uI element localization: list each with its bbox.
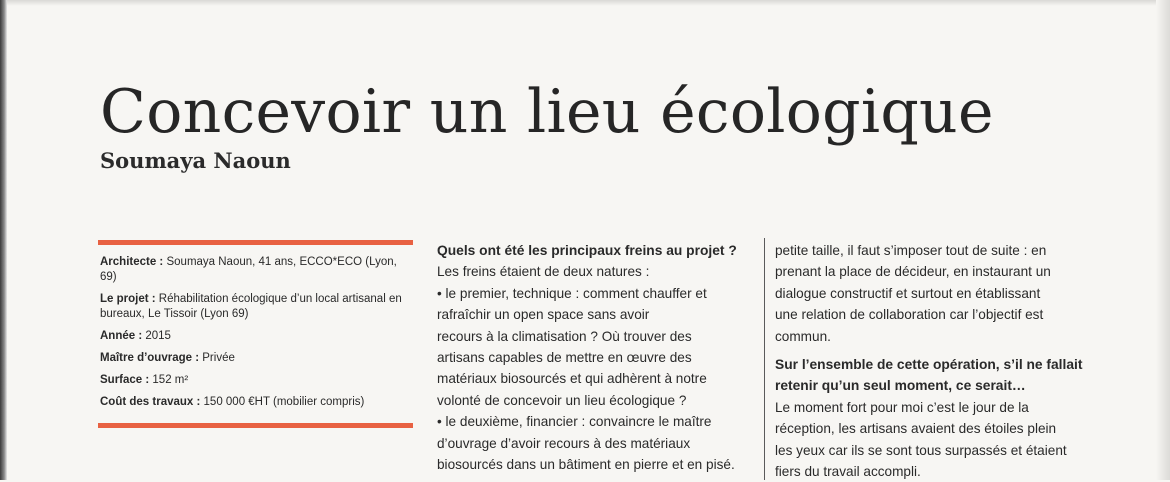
text-column-3	[775, 240, 1083, 482]
fact-value: 152 m²	[149, 374, 189, 386]
paragraph-line: recours à la climatisation ? Où trouver des	[437, 328, 692, 344]
article-author: Soumaya Naoun	[100, 148, 291, 173]
paragraph-line: • le deuxième, financier : convaincre le maître	[437, 414, 712, 430]
fact-box-bottom-bar	[98, 423, 413, 428]
paragraph-line: réception, les artisans avaient des étoiles plein	[775, 421, 1057, 437]
interview-question: Sur l’ensemble de cette opération, s’il ne fallait	[775, 357, 1083, 373]
fact-architect	[100, 255, 411, 285]
paragraph-line: artisans capables de mettre en œuvre des	[437, 350, 692, 366]
paragraph-line: une relation de collaboration car l’objectif est	[775, 307, 1044, 323]
fact-year	[100, 329, 411, 344]
paragraph-line: Le moment fort pour moi c’est le jour de la	[775, 399, 1029, 415]
page-right-edge	[1156, 0, 1170, 480]
paragraph-gap	[775, 347, 1075, 354]
fact-cost	[100, 395, 411, 410]
fact-value: Réhabilitation écologique d’un local artisanal en bureaux, Le Tissoir (Lyon 69)	[100, 293, 402, 320]
fact-surface	[100, 373, 411, 388]
paragraph-line: matériaux biosourcés et qui adhèrent à notre	[437, 371, 707, 387]
fact-value: Privée	[199, 352, 235, 364]
fact-value: Soumaya Naoun, 41 ans, ECCO*ECO (Lyon, 69)	[100, 256, 397, 283]
fact-label: Coût des travaux :	[100, 396, 201, 408]
paragraph-line: prenant la place de décideur, en instaurant un	[775, 264, 1051, 280]
fact-list	[98, 245, 413, 423]
text-column-2	[437, 240, 755, 475]
fact-value: 2015	[142, 330, 171, 342]
page-left-edge	[0, 0, 7, 480]
interview-question: retenir qu’un seul moment, ce serait…	[775, 378, 1026, 394]
fact-label: Maître d’ouvrage :	[100, 352, 200, 364]
fact-label: Architecte :	[100, 256, 164, 268]
fact-client	[100, 351, 411, 366]
interview-question: Quels ont été les principaux freins au projet ?	[437, 243, 737, 258]
article-title: Concevoir un lieu écologique	[100, 77, 994, 147]
fact-label: Surface :	[100, 374, 150, 386]
paragraph-line: commun.	[775, 328, 831, 344]
paragraph-line: • le premier, technique : comment chauffer et	[437, 285, 707, 301]
project-fact-box	[98, 240, 413, 428]
fact-label: Le projet :	[100, 293, 156, 305]
column-divider	[764, 238, 765, 480]
paragraph-line: dialogue constructif et surtout en établissant	[775, 285, 1041, 301]
paragraph-line: petite taille, il faut s’imposer tout de suite : en	[775, 243, 1047, 258]
paragraph-line: d’ouvrage d’avoir recours à des matériaux	[437, 435, 691, 451]
paragraph-line: fiers du travail accompli.	[775, 464, 921, 480]
page-top-edge	[0, 0, 1170, 6]
paragraph-line: les yeux car ils se sont tous surpassés et étaient	[775, 442, 1067, 458]
paragraph-line: biosourcés dans un bâtiment en pierre et en pisé.	[437, 457, 735, 473]
fact-value: 150 000 €HT (mobilier compris)	[200, 396, 365, 408]
paragraph-line: Les freins étaient de deux natures :	[437, 264, 650, 280]
fact-project	[100, 292, 411, 322]
paragraph-line: rafraîchir un open space sans avoir	[437, 307, 650, 323]
paragraph-line: volonté de concevoir un lieu écologique ?	[437, 392, 687, 408]
fact-label: Année :	[100, 330, 143, 342]
